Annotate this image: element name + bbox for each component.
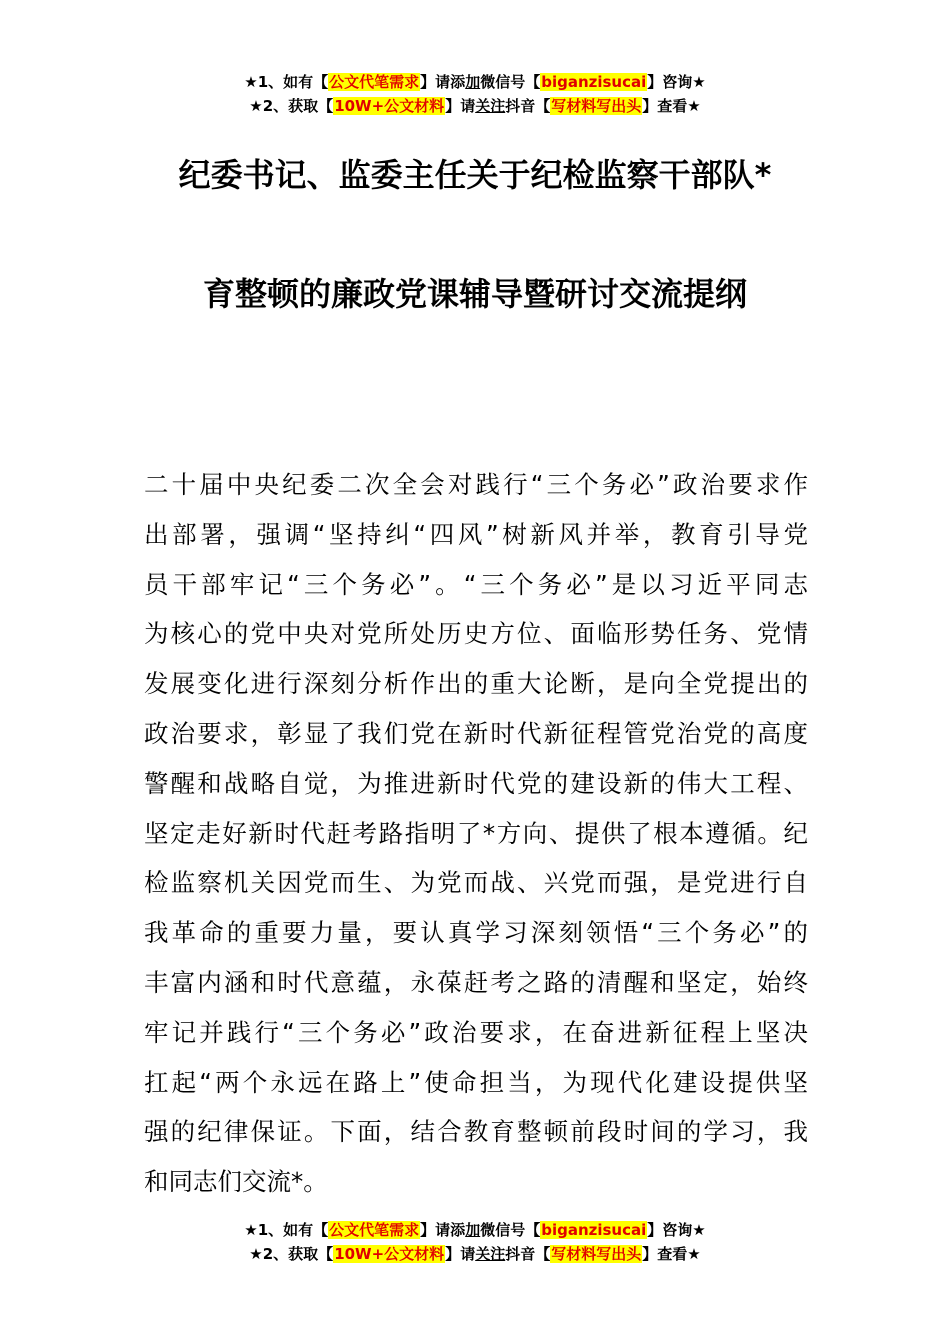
paragraph-line: 丰富内涵和时代意蕴，永葆赶考之路的清醒和坚定，始终 [144,967,808,997]
footer-banner [0,1218,950,1266]
banner-text: 】请 [445,1245,476,1263]
banner-underlined: 关注 [475,97,506,115]
paragraph-line: 检监察机关因党而生、为党而战、兴党而强，是党进行自 [144,868,808,898]
banner-line-2 [0,1242,950,1266]
header-banner [0,70,950,118]
banner-text: ★2、获取【 [249,1245,334,1263]
paragraph-line: 二十届中央纪委二次全会对践行“三个务必”政治要求作 [144,470,808,499]
banner-text: 】咨询★ [647,1221,706,1239]
douyin-id-highlight: 写材料写出头 [551,1245,642,1263]
banner-highlight: 公文代笔需求 [329,1221,420,1239]
banner-text: 】咨询★ [647,73,706,91]
paragraph-line: 警醒和战略自觉，为推进新时代党的建设新的伟大工程、 [144,768,808,798]
paragraph-line: 我革命的重要力量，要认真学习深刻领悟“三个务必”的 [144,918,808,948]
wechat-id-highlight: biganzisucai [541,73,647,91]
banner-text: ★1、如有【 [244,73,329,91]
paragraph-line: 和同志们交流*。 [144,1167,328,1197]
banner-text: 】查看★ [642,97,701,115]
body-paragraph [144,460,808,1207]
banner-text: 】请添 [420,73,466,91]
banner-line-1 [0,1218,950,1242]
banner-text: 】请 [445,97,476,115]
paragraph-line: 员干部牢记“三个务必”。“三个务必”是以习近平同志 [144,569,808,599]
banner-highlight: 10W+公文材料 [334,97,445,115]
banner-text: 】查看★ [642,1245,701,1263]
paragraph-line: 政治要求，彰显了我们党在新时代新征程管党治党的高度 [144,718,808,748]
banner-text: ★1、如有【 [244,1221,329,1239]
banner-highlight: 公文代笔需求 [329,73,420,91]
banner-text: 微信号【 [480,73,541,91]
banner-text: 抖音【 [505,97,551,115]
banner-text: 抖音【 [505,1245,551,1263]
paragraph-line: 为核心的党中央对党所处历史方位、面临形势任务、党情 [144,619,808,649]
paragraph-line: 牢记并践行“三个务必”政治要求，在奋进新征程上坚决 [144,1017,808,1047]
paragraph-line: 坚定走好新时代赶考路指明了*方向、提供了根本遵循。纪 [144,818,808,848]
banner-text: 】请添 [420,1221,466,1239]
banner-text: 微信号【 [480,1221,541,1239]
document-title-line-2: 育整顿的廉政党课辅导暨研讨交流提纲 [202,275,747,313]
banner-underlined: 加 [465,73,481,91]
banner-highlight: 10W+公文材料 [334,1245,445,1263]
paragraph-line: 发展变化进行深刻分析作出的重大论断，是向全党提出的 [144,669,808,699]
document-title-line-1: 纪委书记、监委主任关于纪检监察干部队* [178,156,772,194]
banner-underlined: 加 [465,1221,481,1239]
wechat-id-highlight: biganzisucai [541,1221,647,1239]
banner-line-1 [0,70,950,94]
banner-underlined: 关注 [475,1245,506,1263]
paragraph-line: 扛起“两个永远在路上”使命担当，为现代化建设提供坚 [144,1067,808,1097]
douyin-id-highlight: 写材料写出头 [551,97,642,115]
banner-line-2 [0,94,950,118]
paragraph-line: 强的纪律保证。下面，结合教育整顿前段时间的学习，我 [144,1117,808,1147]
banner-text: ★2、获取【 [249,97,334,115]
paragraph-line: 出部署，强调“坚持纠“四风”树新风并举，教育引导党 [144,519,808,549]
